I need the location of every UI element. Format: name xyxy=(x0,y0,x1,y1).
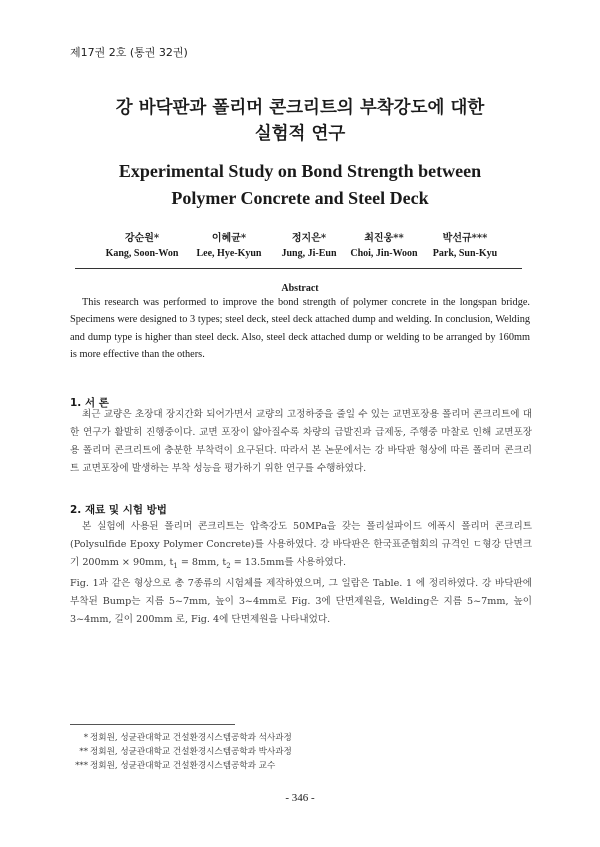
author-english-name: Choi, Jin-Woon xyxy=(350,248,418,259)
divider-line xyxy=(75,268,522,269)
author-5 xyxy=(400,229,530,259)
abstract-text: This research was performed to improve the bond strength of polymer concrete in the longspan bridge. Specimens were designed to 3 types; steel deck, steel deck attached dump and welding. In conclusion, Welding and dump type is higher than steel deck. Also, steel deck attached dump or welding to be arranged by 160mm is more effective than the others. xyxy=(70,297,530,361)
footnote-mark: ** xyxy=(79,747,88,757)
section-2-text-b: = 8mm, t xyxy=(177,557,227,569)
section-2-text-c: = 13.5mm를 사용하였다. xyxy=(230,557,347,569)
korean-title-line1: 강 바닥판과 폴리머 콘크리트의 부착강도에 대한 xyxy=(115,98,485,118)
author-english-name: Kang, Soon-Won xyxy=(105,248,179,259)
author-korean-name: 박선규*** xyxy=(442,233,488,244)
footnote-3 xyxy=(66,759,275,773)
section-1-heading: 1. 서 론 xyxy=(70,397,109,409)
section-2-text-d: Fig. 1과 같은 형상으로 총 7종류의 시험체를 제작하였으며, 그 일람은 Table. 1 에 정리하였다. 강 바닥판에 부착된 Bump는 지름 5~7mm, 높이 3~4mm로 Fig. 3에 단면제원을, Welding은 지름 5~7mm, 높이 3~4mm, 길이 200mm 로, Fig. 4에 단면제원을 나타내었다. xyxy=(70,578,532,626)
section-1-body: 최근 교량은 초장대 장지간화 되어가면서 교량의 고정하중을 줄일 수 있는 교면포장용 폴리머 콘크리트에 대한 연구가 활발히 진행중이다. 교면 포장이 얇아질수록 차량의 급발진과 급제동, 주행중 마찰로 인해 교면포장용 폴리머 콘크리트에 충분한 부착력이 요구된다. 따라서 본 논문에서는 강 바닥판 형상에 따른 폴리머 콘크리트 교면포장에 발생하는 부착 성능을 평가하기 위한 연구를 수행하였다. xyxy=(70,409,532,475)
footnote-text: 정회원, 성균관대학교 건설환경시스템공학과 교수 xyxy=(90,761,276,771)
english-title-line1: Experimental Study on Bond Strength between xyxy=(118,161,482,181)
journal-issue: 제17권 2호 (통권 32권) xyxy=(70,46,188,59)
author-korean-name: 강순원* xyxy=(124,233,160,244)
author-korean-name: 정지은* xyxy=(291,233,327,244)
author-english-name: Jung, Ji-Eun xyxy=(281,248,337,259)
section-2-body xyxy=(70,518,532,629)
footnote-mark: *** xyxy=(75,761,88,771)
page-number: - 346 - xyxy=(285,792,315,804)
footnote-mark: * xyxy=(83,733,88,743)
korean-title-line2: 실험적 연구 xyxy=(254,124,346,144)
author-korean-name: 최진웅** xyxy=(364,233,404,244)
author-korean-name: 이혜균* xyxy=(211,233,247,244)
section-2-heading: 2. 재료 및 시험 방법 xyxy=(70,504,167,516)
section-2-text-a: 본 실험에 사용된 폴리머 콘크리트는 압축강도 50MPa을 갖는 폴리설파이드 에폭시 폴리머 콘크리트(Polysulfide Epoxy Polymer Concrete)를 사용하였다. 강 바닥판은 한국표준협회의 규격인 ㄷ형강 단면크기 200mm × 90mm, t xyxy=(70,521,532,569)
author-english-name: Lee, Hye-Kyun xyxy=(196,248,262,259)
footnote-2 xyxy=(66,745,292,759)
footnote-divider xyxy=(70,724,235,725)
abstract-heading: Abstract xyxy=(281,283,319,294)
footnote-text: 정회원, 성균관대학교 건설환경시스템공학과 박사과정 xyxy=(90,747,292,757)
english-title-line2: Polymer Concrete and Steel Deck xyxy=(171,188,429,208)
subscript-1: 1 xyxy=(173,562,178,571)
author-english-name: Park, Sun-Kyu xyxy=(432,248,498,259)
footnote-1 xyxy=(66,731,292,745)
subscript-2: 2 xyxy=(226,562,231,571)
footnote-text: 정회원, 성균관대학교 건설환경시스템공학과 석사과정 xyxy=(90,733,292,743)
